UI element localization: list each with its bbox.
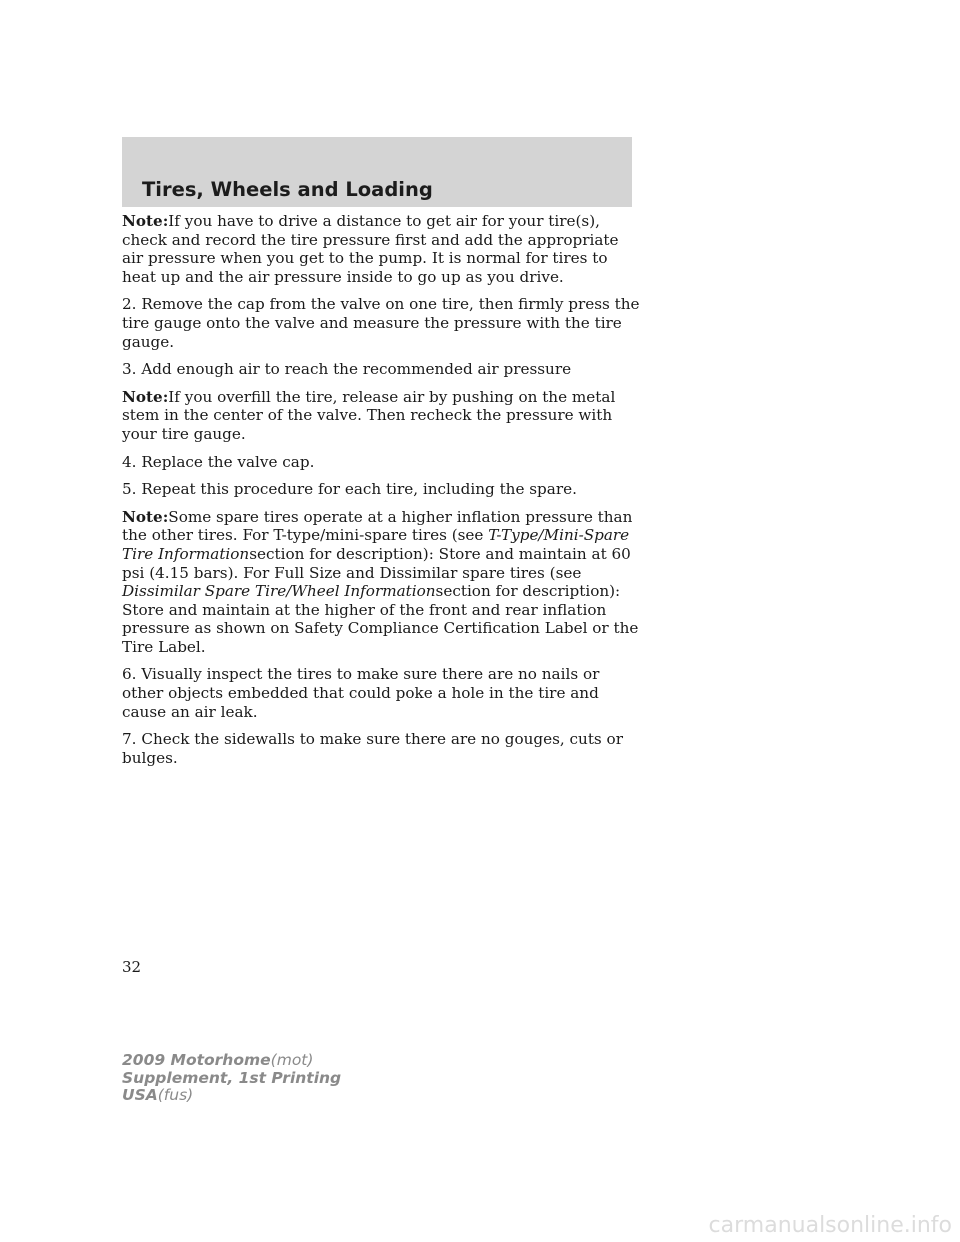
page-body: [122, 212, 642, 776]
footer-edition: Supplement, 1st Printing: [122, 1068, 342, 1087]
note-label: Note:: [122, 507, 169, 526]
section-title: Tires, Wheels and Loading: [142, 178, 433, 201]
step-5: 5. Repeat this procedure for each tire, including the spare.: [122, 480, 577, 499]
footer-model: 2009 Motorhome: [122, 1051, 271, 1069]
step-4: 4. Replace the valve cap.: [122, 452, 315, 471]
step-2: 2. Remove the cap from the valve on one tire, then firmly press the tire gauge onto the valve and measure the pressure with the tire gauge.: [122, 295, 640, 351]
document-footer: [122, 1052, 341, 1105]
footer-line: [122, 1087, 341, 1105]
note-text: If you have to drive a distance to get air for your tire(s), check and record the tire pressure first and add the appropriate air pressure when you get to the pump. It is normal for tires to heat up and the air pressure inside to go up as you drive.: [122, 212, 619, 286]
cross-reference: T-Type/Mini-Spare Tire Information: [122, 526, 630, 563]
page-number: 32: [122, 958, 142, 976]
site-watermark: carmanualsonline.info: [708, 1213, 952, 1238]
footer-line: [122, 1070, 341, 1088]
step-3: 3. Add enough air to reach the recommended air pressure: [122, 360, 572, 379]
footer-market: USA: [122, 1086, 158, 1104]
footer-line: [122, 1052, 341, 1070]
note-paragraph: [122, 212, 642, 286]
step-6: 6. Visually inspect the tires to make sure there are no nails or other objects embedded that could poke a hole in the tire and cause an air leak.: [122, 665, 600, 721]
footer-market-code: (fus): [157, 1086, 194, 1104]
note-label: Note:: [122, 387, 169, 406]
note-text: section for description): Store and maintain at 60 psi (4.15 bars). For Full Size and Dissimilar spare tires (see: [122, 544, 631, 582]
note-paragraph: [122, 508, 642, 657]
footer-model-code: (mot): [270, 1051, 314, 1069]
section-header: [122, 137, 632, 207]
note-text: section for description): Store and maintain at the higher of the front and rear inflation pressure as shown on Safety Compliance Certification Label or the Tire Label.: [122, 582, 639, 656]
step-7: 7. Check the sidewalls to make sure there are no gouges, cuts or bulges.: [122, 730, 623, 767]
note-text: Some spare tires operate at a higher inflation pressure than the other tires. For T-type/mini-spare tires (see: [122, 507, 633, 545]
cross-reference: Dissimilar Spare Tire/Wheel Information: [122, 582, 436, 601]
note-text: If you overfill the tire, release air by pushing on the metal stem in the center of the valve. Then recheck the pressure with your tire gauge.: [122, 387, 616, 443]
note-paragraph: [122, 388, 642, 444]
note-label: Note:: [122, 212, 169, 230]
